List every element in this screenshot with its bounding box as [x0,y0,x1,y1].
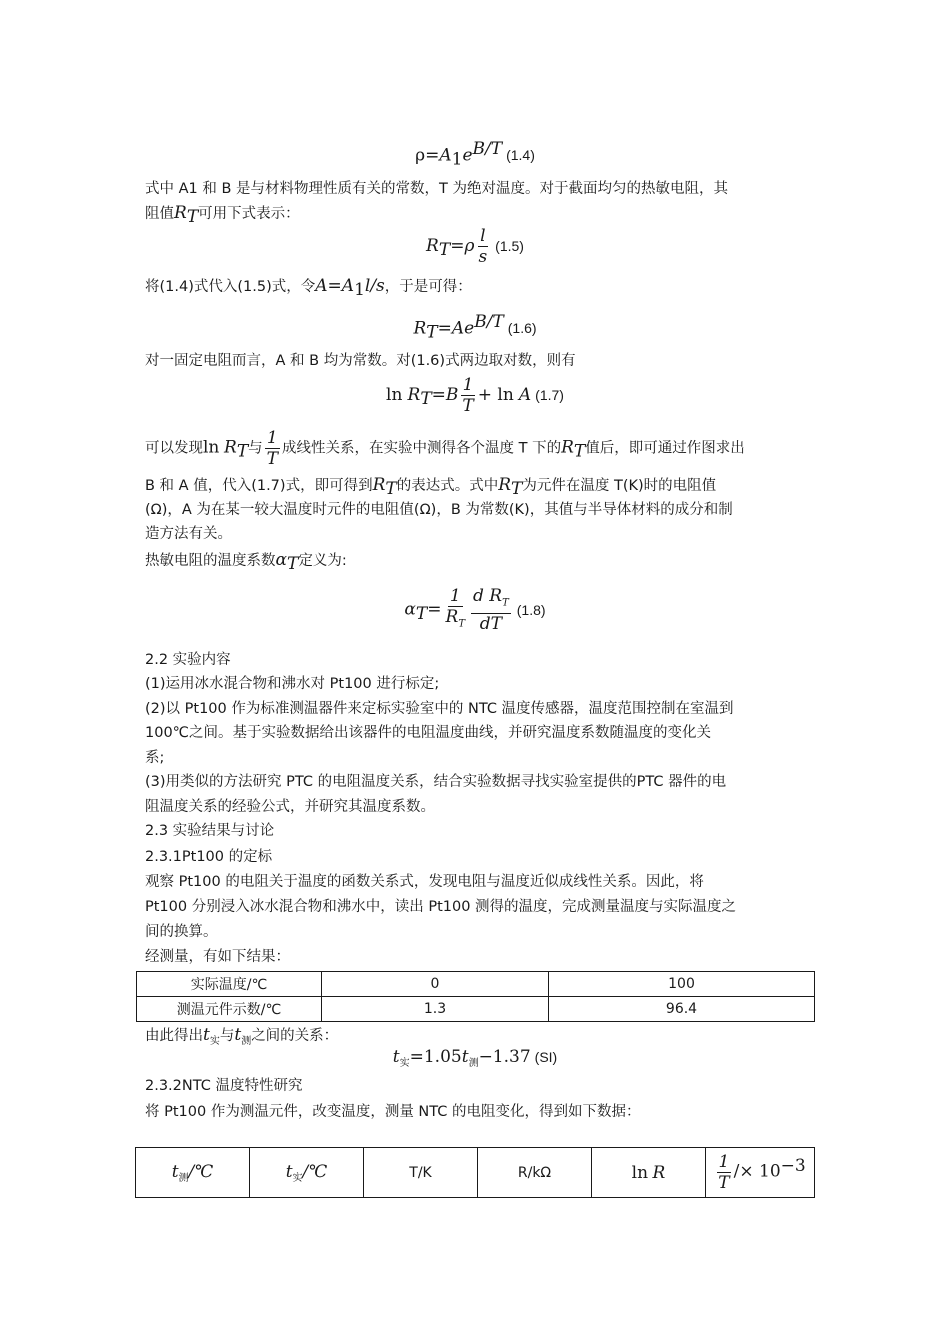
paragraph-line: 式中 A1 和 B 是与材料物理性质有关的常数，T 为绝对温度。对于截面均匀的热敏电阻，其 [145,181,728,197]
paragraph-line: 阻值$R_T$可用下式表示： [145,203,300,227]
list-item: (2)以 Pt100 作为标准测温器件来定标实验室中的 NTC 温度传感器，温度范围控制在室温到 [145,701,734,717]
paragraph-line: (Ω)，A 为在某一较大温度时元件的电阻值(Ω)，B 为常数(K)，其值与半导体材料的成分和制 [145,502,733,518]
paragraph-line: 热敏电阻的温度系数$\alpha_T$定义为: [145,550,347,574]
list-item: 阻温度关系的经验公式，并研究其温度系数。 [145,799,435,815]
table-row: 测温元件示数/℃ 1.3 96.4 [137,997,815,1022]
equation-si: $t_实=1.05t_测-1.37$ (SI) [392,1047,558,1070]
table-header-row [136,1148,815,1198]
section-heading: 2.2 实验内容 [145,652,231,668]
equation-1-5: $R_T=\rho$ $\frac{l}{s}$ (1.5) [426,226,524,267]
header-resistance: R/kΩ [478,1148,592,1198]
table-row: 实际温度/℃ 0 100 [137,972,815,997]
equation-1-4: $\rho=A_1e^{B/T}$ (1.4) [415,139,535,170]
header-t-actual: $t_实/℃$ [250,1148,364,1198]
section-heading: 2.3 实验结果与讨论 [145,823,275,839]
paragraph-line: 将 Pt100 作为测温元件，改变温度，测量 NTC 的电阻变化，得到如下数据： [145,1104,641,1120]
calibration-table [136,971,815,1022]
paragraph-line: B 和 A 值，代入(1.7)式，即可得到$R_T$的表达式。式中$R_T$为元件在温度 T(K)时的电阻值 [145,475,717,499]
paragraph-line: 经测量，有如下结果： [145,949,290,965]
list-item: 系; [145,750,165,766]
paragraph-line: 造方法有关。 [145,526,232,542]
equation-1-7: $\ln R_T=B$ $\frac{1}{T}$ + ln A (1.7) [386,375,564,416]
header-inverse-t: $\frac{1}{T}$ /× $10^{-3}$ [706,1148,815,1198]
header-ln-r: ln R [592,1148,706,1198]
header-t-kelvin: T/K [364,1148,478,1198]
paragraph-line: 间的换算。 [145,924,218,940]
list-item: (1)运用冰水混合物和沸水对 Pt100 进行标定; [145,676,440,692]
section-heading: 2.3.2NTC 温度特性研究 [145,1078,303,1094]
list-item: (3)用类似的方法研究 PTC 的电阻温度关系，结合实验数据寻找实验室提供的PTC 器件的电 [145,774,727,790]
paragraph-line: Pt100 分别浸入冰水混合物和沸水中，读出 Pt100 测得的温度，完成测量温度与实际温度之 [145,899,737,915]
list-item: 100℃之间。基于实验数据给出该器件的电阻温度曲线，并研究温度系数随温度的变化关 [145,725,711,741]
paragraph-line: 由此得出$t_实$与$t_测$之间的关系： [145,1025,339,1047]
paragraph-line: 对一固定电阻而言，A 和 B 均为常数。对(1.6)式两边取对数，则有 [145,353,576,369]
paragraph-line: 可以发现$\ln R_T$与 $\frac{1}{T}$ 成线性关系，在实验中测得各个温度 T 下的$R_T$值后，即可通过作图求出 [145,428,745,469]
equation-1-6: $R_T=Ae^{B/T}$ (1.6) [413,312,537,343]
ntc-data-table [135,1147,815,1198]
section-heading: 2.3.1Pt100 的定标 [145,849,273,865]
equation-1-8: $\alpha_T=$ $\frac{1}{R_T}$ $\frac{d R_T}{dT}$ (1.8) [404,586,546,635]
header-t-measured: $t_测/℃$ [136,1148,250,1198]
paragraph-line: 将(1.4)式代入(1.5)式，令$A=A_1l/s$，于是可得： [145,276,472,300]
paragraph-line: 观察 Pt100 的电阻关于温度的函数关系式，发现电阻与温度近似成线性关系。因此，将 [145,874,704,890]
